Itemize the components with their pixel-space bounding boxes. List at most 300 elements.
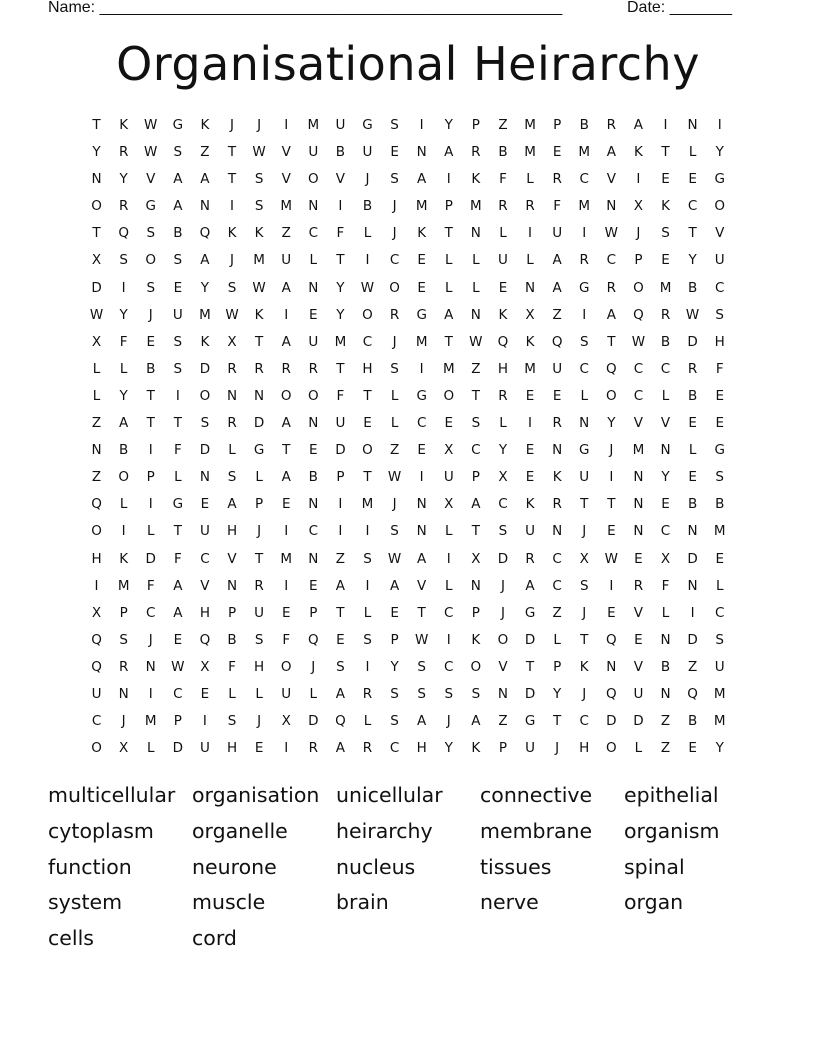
grid-letter: B — [119, 442, 129, 459]
grid-letter: O — [714, 198, 726, 215]
grid-letter: N — [660, 442, 671, 459]
grid-letter: A — [444, 306, 454, 323]
grid-letter: S — [146, 225, 156, 242]
grid-letter: N — [226, 387, 238, 404]
grid-letter: M — [199, 306, 211, 323]
word-list-item: muscle — [192, 890, 266, 915]
grid-letter: C — [91, 713, 102, 730]
grid-letter: J — [500, 577, 505, 594]
grid-letter: C — [714, 604, 725, 621]
grid-letter: L — [390, 415, 399, 432]
grid-letter: W — [387, 469, 402, 486]
grid-letter: I — [338, 496, 343, 513]
grid-letter: J — [582, 685, 587, 702]
grid-letter: Q — [606, 631, 617, 648]
grid-letter: R — [389, 306, 400, 323]
grid-letter: I — [609, 577, 614, 594]
word-list-item: tissues — [480, 854, 552, 879]
grid-letter: A — [173, 604, 183, 621]
grid-letter: J — [148, 631, 153, 648]
grid-letter: I — [284, 117, 289, 133]
grid-letter: D — [687, 550, 698, 567]
grid-letter: N — [687, 117, 698, 133]
grid-letter: S — [417, 658, 426, 675]
grid-letter: S — [227, 469, 237, 486]
grid-letter: I — [365, 252, 370, 269]
grid-letter: T — [688, 225, 697, 242]
grid-letter: S — [254, 171, 264, 188]
grid-letter: I — [690, 604, 695, 621]
grid-letter: M — [524, 117, 536, 133]
grid-letter: L — [661, 604, 670, 621]
grid-letter: J — [582, 523, 587, 540]
grid-letter: N — [470, 577, 481, 594]
grid-letter: R — [606, 117, 617, 133]
grid-letter: N — [687, 523, 698, 540]
grid-row — [83, 575, 735, 602]
grid-letter: Y — [92, 144, 101, 161]
grid-letter: Z — [335, 550, 346, 567]
grid-letter: L — [363, 713, 372, 730]
grid-letter: R — [471, 144, 481, 161]
grid-row — [83, 195, 735, 222]
grid-letter: E — [525, 387, 535, 404]
grid-letter: C — [579, 713, 589, 730]
grid-letter: X — [119, 740, 129, 757]
grid-letter: O — [280, 387, 292, 404]
grid-letter: N — [552, 442, 563, 459]
grid-letter: I — [284, 740, 289, 757]
grid-letter: S — [661, 225, 670, 242]
grid-letter: Q — [687, 685, 698, 702]
grid-letter: N — [470, 306, 481, 323]
grid-row — [83, 466, 735, 493]
grid-letter: T — [173, 415, 182, 432]
grid-letter: F — [553, 198, 562, 215]
grid-letter: H — [254, 658, 265, 675]
grid-letter: T — [471, 523, 480, 540]
grid-letter: I — [284, 306, 289, 323]
grid-letter: A — [281, 279, 291, 296]
grid-letter: Q — [497, 333, 509, 350]
grid-row — [83, 493, 735, 520]
grid-letter: I — [148, 442, 153, 459]
grid-row — [83, 520, 735, 547]
grid-letter: Q — [307, 631, 319, 648]
grid-letter: S — [715, 306, 724, 323]
grid-letter: I — [528, 415, 533, 432]
grid-letter: S — [471, 415, 481, 432]
grid-letter: I — [284, 577, 289, 594]
grid-letter: V — [335, 171, 346, 188]
grid-letter: B — [579, 117, 589, 133]
grid-row — [83, 358, 735, 385]
grid-letter: F — [661, 577, 670, 594]
grid-letter: W — [685, 306, 700, 323]
grid-letter: A — [281, 333, 291, 350]
grid-letter: O — [91, 523, 102, 540]
word-list-item: heirarchy — [336, 818, 433, 843]
grid-letter: S — [363, 550, 372, 567]
grid-letter: I — [717, 117, 722, 133]
grid-letter: K — [498, 306, 508, 323]
grid-letter: S — [173, 252, 183, 269]
grid-letter: D — [308, 713, 319, 730]
grid-letter: B — [660, 333, 671, 350]
grid-letter: I — [419, 469, 424, 486]
grid-letter: L — [499, 415, 507, 432]
grid-letter: U — [308, 144, 319, 161]
grid-letter: J — [257, 117, 262, 133]
grid-letter: C — [471, 442, 481, 459]
grid-letter: K — [200, 333, 210, 350]
grid-letter: X — [444, 496, 454, 513]
grid-letter: Z — [498, 713, 508, 730]
grid-letter: U — [552, 360, 563, 377]
grid-letter: J — [230, 117, 234, 133]
grid-letter: E — [688, 415, 697, 432]
grid-letter: F — [282, 631, 291, 648]
grid-letter: X — [200, 658, 210, 675]
grid-row — [83, 222, 735, 249]
grid-letter: O — [633, 279, 644, 296]
word-list-item: function — [48, 854, 132, 879]
grid-letter: Q — [606, 685, 617, 702]
grid-letter: M — [632, 442, 645, 459]
grid-letter: N — [308, 279, 319, 296]
grid-letter: R — [579, 252, 589, 269]
grid-letter: Z — [660, 740, 671, 757]
grid-letter: B — [146, 360, 156, 377]
grid-letter: R — [118, 198, 129, 215]
grid-letter: V — [715, 225, 725, 242]
grid-letter: T — [146, 387, 155, 404]
grid-letter: G — [416, 387, 427, 404]
grid-letter: L — [363, 604, 372, 621]
grid-letter: I — [582, 225, 587, 242]
grid-letter: C — [200, 550, 210, 567]
grid-letter: T — [92, 117, 101, 133]
grid-letter: U — [714, 252, 725, 269]
grid-letter: S — [390, 685, 399, 702]
grid-letter: G — [524, 604, 536, 621]
grid-letter: L — [445, 279, 453, 296]
grid-letter: D — [199, 442, 211, 459]
grid-letter: E — [634, 550, 643, 567]
grid-letter: E — [715, 415, 724, 432]
grid-letter: E — [309, 442, 318, 459]
grid-letter: C — [389, 740, 400, 757]
grid-letter: E — [525, 442, 535, 459]
grid-letter: M — [415, 333, 428, 350]
grid-letter: I — [175, 387, 180, 404]
grid-letter: D — [606, 713, 617, 730]
grid-letter: R — [498, 387, 508, 404]
word-list-item: organ — [624, 890, 684, 915]
grid-letter: L — [634, 740, 643, 757]
grid-letter: N — [633, 496, 644, 513]
grid-letter: S — [254, 198, 264, 215]
grid-letter: N — [497, 685, 508, 702]
grid-letter: E — [200, 496, 210, 513]
grid-letter: M — [442, 360, 455, 377]
grid-letter: W — [144, 117, 158, 133]
grid-row — [83, 710, 735, 737]
grid-letter: C — [660, 360, 671, 377]
grid-letter: N — [308, 415, 319, 432]
grid-letter: T — [444, 333, 453, 350]
grid-letter: A — [335, 685, 346, 702]
header-line — [48, 0, 748, 20]
grid-letter: D — [524, 685, 536, 702]
grid-letter: L — [526, 252, 534, 269]
grid-letter: I — [202, 713, 207, 730]
grid-letter: M — [713, 713, 726, 730]
grid-letter: T — [92, 225, 101, 242]
grid-letter: I — [365, 658, 370, 675]
grid-letter: O — [470, 658, 482, 675]
grid-letter: D — [199, 360, 211, 377]
grid-letter: A — [444, 144, 454, 161]
grid-letter: C — [146, 604, 156, 621]
grid-letter: E — [661, 496, 670, 513]
page-title: Organisational Heirarchy — [116, 37, 700, 91]
grid-letter: N — [660, 631, 671, 648]
grid-letter: S — [363, 631, 372, 648]
grid-row — [83, 683, 735, 710]
grid-letter: K — [254, 306, 264, 323]
grid-letter: N — [91, 171, 102, 188]
grid-letter: V — [633, 604, 644, 621]
grid-letter: T — [607, 333, 616, 350]
grid-letter: U — [281, 252, 292, 269]
grid-letter: H — [91, 550, 102, 567]
word-list-item: cord — [192, 926, 237, 951]
grid-letter: B — [660, 658, 671, 675]
grid-letter: M — [578, 144, 591, 161]
grid-letter: Y — [661, 469, 670, 486]
word-list-item: cytoplasm — [48, 818, 154, 843]
grid-letter: L — [309, 252, 318, 269]
grid-letter: A — [335, 740, 346, 757]
grid-letter: A — [606, 144, 616, 161]
grid-letter: Y — [119, 171, 128, 188]
grid-letter: O — [91, 198, 102, 215]
word-list-item: nucleus — [336, 854, 416, 879]
grid-letter: M — [524, 144, 536, 161]
grid-letter: T — [146, 415, 155, 432]
grid-letter: D — [91, 279, 102, 296]
grid-letter: R — [552, 496, 562, 513]
grid-letter: P — [173, 713, 182, 730]
grid-letter: A — [417, 550, 427, 567]
grid-letter: E — [552, 144, 562, 161]
grid-letter: L — [390, 387, 399, 404]
grid-letter: R — [118, 658, 129, 675]
grid-letter: J — [311, 658, 316, 675]
grid-letter: T — [363, 469, 372, 486]
grid-letter: S — [498, 523, 508, 540]
grid-letter: D — [687, 631, 698, 648]
grid-letter: Y — [336, 279, 345, 296]
grid-letter: I — [121, 279, 126, 296]
grid-letter: K — [471, 740, 481, 757]
grid-letter: W — [414, 631, 429, 648]
grid-letter: U — [308, 333, 319, 350]
grid-letter: G — [714, 442, 725, 459]
grid-letter: N — [660, 685, 671, 702]
grid-letter: S — [471, 685, 481, 702]
grid-letter: E — [254, 740, 264, 757]
grid-letter: R — [660, 306, 671, 323]
grid-letter: L — [553, 631, 561, 648]
grid-letter: S — [390, 117, 399, 133]
grid-letter: U — [199, 523, 210, 540]
grid-letter: I — [338, 198, 343, 215]
word-list-item: unicellular — [336, 783, 443, 807]
grid-letter: X — [91, 333, 102, 350]
word-list-item: neurone — [192, 854, 277, 879]
grid-letter: F — [228, 658, 236, 675]
grid-letter: V — [146, 171, 156, 188]
grid-letter: J — [257, 523, 262, 540]
grid-letter: R — [552, 171, 562, 188]
grid-letter: V — [200, 577, 210, 594]
grid-letter: U — [714, 658, 725, 675]
grid-letter: Y — [498, 442, 508, 459]
grid-letter: Y — [119, 387, 128, 404]
grid-letter: M — [334, 333, 347, 350]
grid-letter: Z — [552, 306, 562, 323]
grid-letter: D — [633, 713, 644, 730]
grid-letter: N — [524, 279, 536, 296]
grid-letter: P — [498, 740, 508, 757]
grid-letter: K — [525, 496, 535, 513]
grid-letter: T — [173, 523, 182, 540]
grid-letter: A — [606, 306, 616, 323]
grid-letter: E — [390, 604, 399, 621]
grid-letter: P — [553, 117, 562, 133]
grid-letter: Q — [633, 306, 644, 323]
grid-letter: Y — [607, 415, 616, 432]
grid-letter: W — [171, 658, 185, 675]
grid-letter: E — [309, 306, 318, 323]
grid-letter: S — [173, 333, 183, 350]
grid-letter: E — [661, 252, 670, 269]
grid-letter: G — [579, 279, 590, 296]
grid-letter: K — [471, 631, 481, 648]
grid-letter: Z — [91, 415, 102, 432]
grid-letter: A — [471, 496, 481, 513]
grid-letter: A — [200, 171, 210, 188]
grid-letter: S — [390, 523, 399, 540]
grid-letter: I — [636, 171, 641, 188]
grid-letter: S — [579, 577, 589, 594]
grid-letter: I — [94, 577, 99, 594]
grid-letter: P — [444, 198, 453, 215]
grid-letter: N — [308, 198, 319, 215]
grid-letter: Z — [552, 604, 562, 621]
grid-letter: F — [173, 550, 182, 567]
grid-letter: E — [715, 550, 724, 567]
grid-letter: U — [281, 685, 292, 702]
grid-letter: W — [89, 306, 104, 323]
grid-letter: J — [500, 604, 505, 621]
grid-letter: N — [552, 523, 563, 540]
grid-letter: B — [687, 387, 698, 404]
grid-letter: J — [392, 496, 397, 513]
grid-letter: A — [281, 469, 291, 486]
grid-letter: I — [419, 360, 424, 377]
grid-letter: J — [555, 740, 560, 757]
grid-letter: L — [580, 387, 588, 404]
grid-letter: Q — [91, 496, 102, 513]
grid-letter: C — [552, 577, 562, 594]
grid-letter: O — [362, 306, 373, 323]
grid-letter: C — [444, 658, 454, 675]
grid-letter: N — [579, 415, 590, 432]
grid-letter: M — [659, 279, 672, 296]
grid-letter: I — [446, 631, 451, 648]
grid-letter: U — [633, 685, 644, 702]
grid-letter: D — [335, 442, 346, 459]
grid-letter: G — [524, 713, 536, 730]
grid-letter: I — [446, 171, 451, 188]
grid-letter: J — [392, 225, 397, 242]
grid-letter: C — [389, 252, 400, 269]
grid-letter: E — [607, 523, 616, 540]
grid-letter: K — [254, 225, 264, 242]
grid-letter: Z — [91, 469, 102, 486]
grid-letter: T — [282, 442, 291, 459]
grid-row — [83, 331, 735, 358]
grid-letter: R — [308, 360, 318, 377]
grid-letter: A — [417, 171, 427, 188]
grid-letter: L — [255, 469, 263, 486]
grid-letter: Z — [687, 658, 698, 675]
grid-letter: L — [472, 252, 480, 269]
grid-letter: W — [387, 550, 402, 567]
grid-letter: Q — [199, 631, 211, 648]
grid-letter: Z — [660, 713, 671, 730]
grid-letter: K — [227, 225, 237, 242]
word-list — [48, 778, 768, 957]
grid-letter: A — [119, 415, 129, 432]
grid-letter: L — [309, 685, 318, 702]
grid-letter: G — [172, 496, 184, 513]
date-field-label: Date: _______ — [627, 0, 732, 16]
grid-letter: M — [361, 496, 374, 513]
grid-letter: Q — [606, 360, 617, 377]
grid-letter: S — [254, 631, 264, 648]
grid-row — [83, 656, 735, 683]
grid-letter: W — [604, 550, 618, 567]
grid-letter: E — [281, 604, 291, 621]
grid-letter: Q — [551, 333, 563, 350]
grid-letter: Y — [688, 252, 697, 269]
grid-letter: T — [553, 713, 562, 730]
grid-letter: C — [633, 387, 644, 404]
grid-letter: N — [416, 523, 427, 540]
grid-letter: N — [470, 225, 481, 242]
grid-letter: X — [91, 604, 102, 621]
grid-letter: Y — [119, 306, 128, 323]
grid-letter: X — [471, 550, 481, 567]
grid-letter: B — [687, 496, 698, 513]
grid-letter: X — [660, 550, 671, 567]
grid-letter: A — [335, 577, 346, 594]
grid-letter: J — [257, 713, 262, 730]
